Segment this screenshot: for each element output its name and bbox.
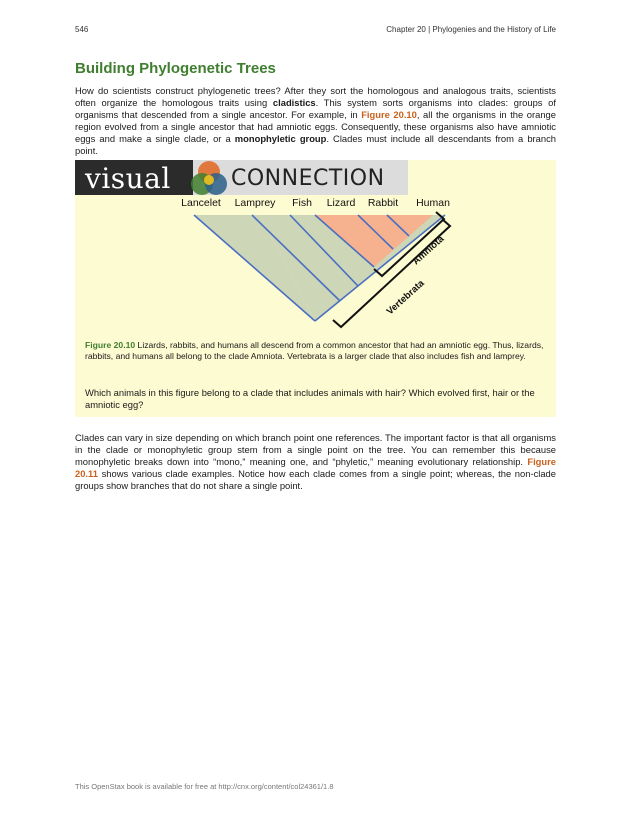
paragraph-clades-text-1: Clades can vary in size depending on which branch point one references. The important factor is that all organisms in the clade or monophyletic group stem from a single point on the tree. You can remember this because monophyletic breaks down into “mono,” meaning one, and “phyletic,” meaning evolutionary relationship. — [75, 432, 556, 467]
banner-connection-word: CONNECTION — [231, 166, 385, 191]
phylogenetic-tree — [75, 160, 556, 340]
visual-connection-box — [75, 160, 556, 417]
taxon-label-lancelet: Lancelet — [181, 197, 221, 209]
figure-20-10-link[interactable]: Figure 20.10 — [361, 108, 417, 120]
figure-caption-text: Lizards, rabbits, and humans all descend from a common ancestor that had an amniotic egg. Thus, lizards, rabbits, and humans all belong to the clade Amniota. Vertebrata is a larger clade that also includes fish and lamprey. — [85, 340, 544, 361]
page-number: 546 — [75, 25, 89, 34]
paragraph-intro — [75, 85, 556, 156]
section-title: Building Phylogenetic Trees — [75, 60, 276, 77]
taxon-label-rabbit: Rabbit — [367, 197, 399, 209]
term-monophyletic-group: monophyletic group — [234, 132, 327, 144]
taxon-label-fish: Fish — [292, 197, 312, 209]
term-cladistics: cladistics — [272, 96, 316, 108]
figure-caption-label: Figure 20.10 — [85, 340, 136, 350]
figure-caption — [85, 340, 546, 362]
paragraph-clades-text-2: shows various clade examples. Notice how each clade comes from a single point; whereas, the non-clade groups show branches that do not share a single point. — [75, 467, 556, 491]
paragraph-intro-text-3: , all the organisms in the orange region evolved from a single ancestor that had amniotic eggs. Consequently, these organisms also have amniotic eggs and make a single clade, or a — [75, 108, 556, 144]
figure-20-11-link[interactable]: Figure 20.11 — [75, 455, 556, 479]
paragraph-intro-text-4: . Clades must include all descendants from a branch point. — [75, 132, 556, 156]
paragraph-intro-text-2: . This system sorts organisms into clades: groups of organisms that descended from a single ancestor. For example, in — [75, 96, 556, 120]
clade-label-amniota: Amniota — [410, 233, 447, 268]
paragraph-clades — [75, 432, 556, 492]
paragraph-intro-text-1: How do scientists construct phylogenetic trees? After they sort the homologous and analogous traits, scientists often organize the homologous traits using — [75, 85, 556, 108]
banner-visual-word: visual — [85, 162, 171, 195]
footer-note: This OpenStax book is available for free at http://cnx.org/content/col24361/1.8 — [75, 782, 334, 791]
taxon-label-lizard: Lizard — [326, 197, 356, 209]
running-head: Chapter 20 | Phylogenies and the History of Life — [386, 25, 556, 34]
clade-label-vertebrata: Vertebrata — [384, 277, 427, 318]
taxon-label-human: Human — [416, 197, 450, 209]
visual-connection-question: Which animals in this figure belong to a clade that includes animals with hair? Which evolved first, hair or the amniotic egg? — [85, 387, 535, 410]
taxon-label-lamprey: Lamprey — [234, 197, 276, 209]
